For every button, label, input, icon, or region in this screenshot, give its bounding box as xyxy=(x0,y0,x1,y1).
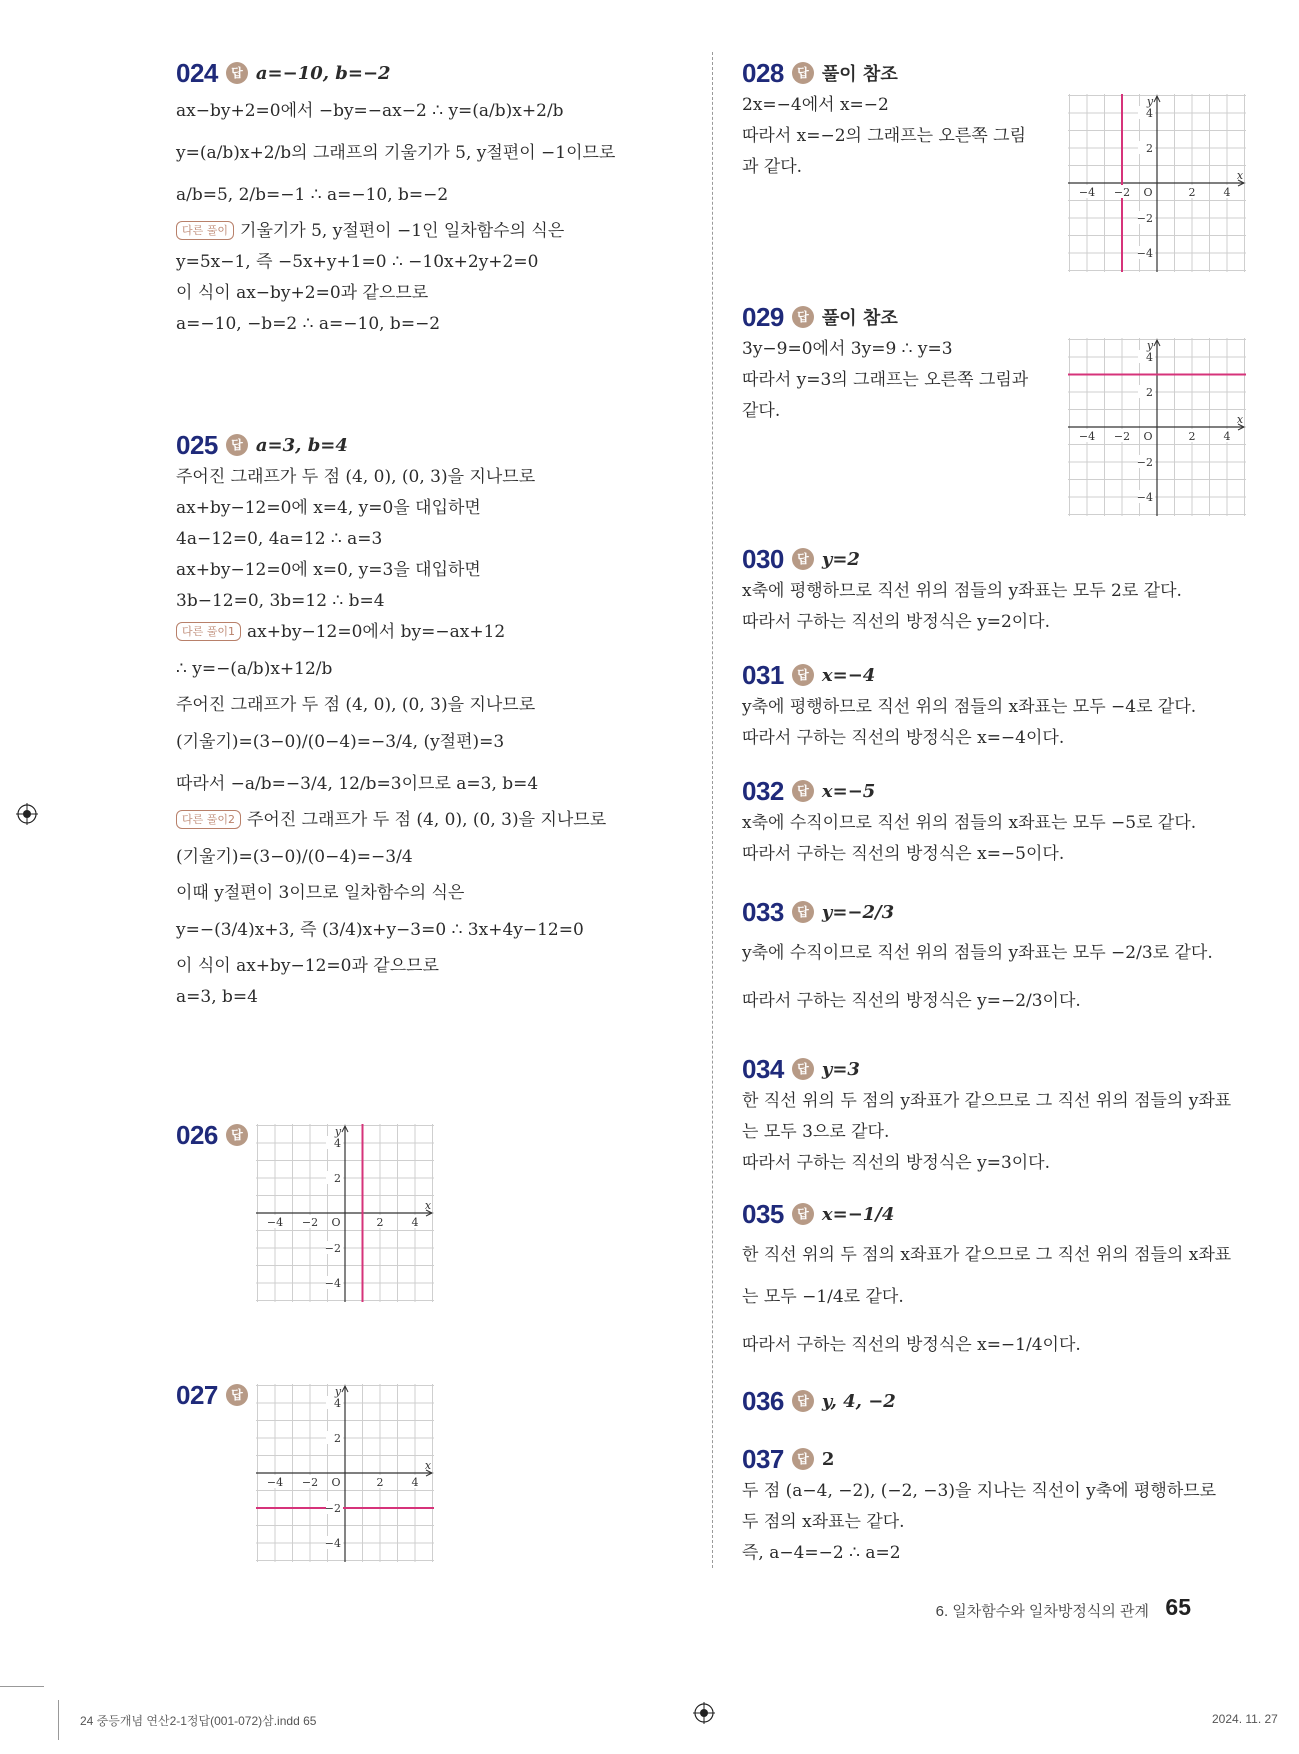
problem-header xyxy=(742,300,1042,334)
problem-number: 037 xyxy=(742,1443,784,1474)
solution-line: 는 모두 −1/4로 같다. xyxy=(742,1287,904,1307)
solution-line: y=(a/b)x+2/b의 그래프의 기울기가 5, y절편이 −1이므로 xyxy=(176,143,616,163)
problem-header xyxy=(742,542,1182,576)
problem-header xyxy=(742,658,1196,692)
solution-line: 이 식이 ax+by−12=0과 같으므로 xyxy=(176,956,439,976)
answer-badge: 답 xyxy=(792,901,814,923)
x-tick-label: 2 xyxy=(376,1476,384,1489)
solution-line: 따라서 x=−2의 그래프는 오른쪽 그림 xyxy=(742,126,1026,146)
x-tick-label: 2 xyxy=(1188,430,1196,443)
solution-line: 따라서 구하는 직선의 방정식은 x=−5이다. xyxy=(742,844,1065,864)
solution-line: 따라서 구하는 직선의 방정식은 y=−2/3이다. xyxy=(742,991,1081,1011)
answer-badge: 답 xyxy=(226,62,248,84)
x-tick-label: 2 xyxy=(1188,186,1196,199)
solution-line: 이 식이 ax−by+2=0과 같으므로 xyxy=(176,283,429,303)
problem-026 xyxy=(176,1118,256,1152)
answer-badge: 답 xyxy=(792,1448,814,1470)
origin-label: O xyxy=(1143,186,1153,199)
answer-text: a=−10, b=−2 xyxy=(255,62,391,84)
solution-line: 한 직선 위의 두 점의 y좌표가 같으므로 그 직선 위의 점들의 y좌표 xyxy=(742,1091,1232,1111)
solution-line: 두 점 (a−4, −2), (−2, −3)을 지나는 직선이 y축에 평행하므로 xyxy=(742,1481,1217,1501)
crop-mark xyxy=(0,1686,44,1687)
answer-badge: 답 xyxy=(226,1384,248,1406)
solution-line: 과 같다. xyxy=(742,157,803,177)
print-date: 2024. 11. 27 xyxy=(1212,1712,1278,1726)
x-tick-label: −2 xyxy=(1113,186,1131,199)
solution-line: a/b=5, 2/b=−1 ∴ a=−10, b=−2 xyxy=(176,185,449,205)
answer-badge: 답 xyxy=(792,1203,814,1225)
y-tick-label: −4 xyxy=(1136,491,1153,504)
solution-line: 3b−12=0, 3b=12 ∴ b=4 xyxy=(176,591,385,611)
y-tick-label: 2 xyxy=(1146,386,1153,399)
origin-label: O xyxy=(1143,430,1153,443)
x-axis-label: x xyxy=(1236,169,1244,182)
coordinate-plane xyxy=(1068,338,1246,516)
solution-line: 따라서 구하는 직선의 방정식은 x=−1/4이다. xyxy=(742,1335,1081,1355)
solution-line: 따라서 −a/b=−3/4, 12/b=3이므로 a=3, b=4 xyxy=(176,774,539,794)
y-tick-label: 4 xyxy=(334,1137,341,1150)
problem-036 xyxy=(742,1384,896,1418)
solution-line: ax−by+2=0에서 −by=−ax−2 ∴ y=(a/b)x+2/b xyxy=(176,101,564,121)
problem-034 xyxy=(742,1052,1231,1179)
problem-number: 030 xyxy=(742,543,784,574)
solution-line: ax+by−12=0에 x=0, y=3을 대입하면 xyxy=(176,560,481,580)
solution-line: 주어진 그래프가 두 점 (4, 0), (0, 3)을 지나므로 xyxy=(176,695,536,715)
problem-024 xyxy=(176,56,615,340)
problem-header xyxy=(176,56,615,90)
solution-line: a=−10, −b=2 ∴ a=−10, b=−2 xyxy=(176,314,441,334)
solution-line: 두 점의 x좌표는 같다. xyxy=(742,1512,905,1532)
y-tick-label: −2 xyxy=(1136,456,1153,469)
answer-badge: 답 xyxy=(792,1390,814,1412)
registration-mark-icon xyxy=(16,803,38,825)
coordinate-plane xyxy=(1068,94,1246,272)
x-tick-label: 2 xyxy=(376,1216,384,1229)
y-tick-label: −4 xyxy=(1136,247,1153,260)
answer-text: x=−1/4 xyxy=(821,1203,895,1225)
solution-line: 같다. xyxy=(742,401,781,421)
answer-badge: 답 xyxy=(226,434,248,456)
crop-mark xyxy=(58,1700,59,1740)
page-number: 65 xyxy=(1165,1594,1191,1620)
problem-header xyxy=(176,1378,256,1412)
y-tick-label: 2 xyxy=(334,1172,341,1185)
solution-line: 2x=−4에서 x=−2 xyxy=(742,95,889,115)
coordinate-plane xyxy=(256,1124,434,1302)
solution-line: 이때 y절편이 3이므로 일차함수의 식은 xyxy=(176,883,465,903)
answer-badge: 답 xyxy=(792,1058,814,1080)
solution-line: y축에 수직이므로 직선 위의 점들의 y좌표는 모두 −2/3로 같다. xyxy=(742,943,1213,963)
problem-032 xyxy=(742,774,1196,870)
problem-header xyxy=(742,1052,1231,1086)
problem-028 xyxy=(742,56,1042,183)
problem-header xyxy=(742,892,1213,932)
problem-header xyxy=(742,1442,1216,1476)
alt-solution-tag-2: 다른 풀이2 xyxy=(176,810,241,829)
y-tick-label: 4 xyxy=(1146,351,1153,364)
x-tick-label: −4 xyxy=(266,1216,284,1229)
origin-label: O xyxy=(331,1476,341,1489)
problem-number: 026 xyxy=(176,1119,218,1150)
problem-header xyxy=(742,1384,896,1418)
problem-025 xyxy=(176,428,606,1013)
x-tick-label: −4 xyxy=(266,1476,284,1489)
solution-line: 주어진 그래프가 두 점 (4, 0), (0, 3)을 지나므로 xyxy=(176,467,536,487)
problem-header xyxy=(742,1194,1231,1234)
chapter-title: 6. 일차함수와 일차방정식의 관계 xyxy=(935,1603,1149,1620)
graph-029 xyxy=(1068,338,1246,516)
solution-line: 즉, a−4=−2 ∴ a=2 xyxy=(742,1543,901,1563)
solution-line: 따라서 구하는 직선의 방정식은 x=−4이다. xyxy=(742,728,1065,748)
solution-line: (기울기)=(3−0)/(0−4)=−3/4 xyxy=(176,847,413,867)
y-tick-label: −2 xyxy=(1136,212,1153,225)
y-tick-label: 2 xyxy=(334,1432,341,1445)
answer-text: x=−4 xyxy=(821,664,876,686)
x-tick-label: −4 xyxy=(1078,430,1096,443)
problem-header xyxy=(176,428,606,462)
solution-line: 따라서 구하는 직선의 방정식은 y=2이다. xyxy=(742,612,1051,632)
answer-text: y=3 xyxy=(821,1058,860,1080)
alt-solution-tag-1: 다른 풀이1 xyxy=(176,622,241,641)
y-tick-label: 4 xyxy=(334,1397,341,1410)
problem-027 xyxy=(176,1378,256,1412)
problem-number: 025 xyxy=(176,429,218,460)
answer-text: 풀이 참조 xyxy=(821,308,898,329)
y-axis-label: y xyxy=(334,1125,342,1138)
problem-header xyxy=(742,56,1042,90)
x-tick-label: 4 xyxy=(411,1216,419,1229)
answer-badge: 답 xyxy=(792,548,814,570)
problem-number: 033 xyxy=(742,896,784,927)
x-axis-label: x xyxy=(424,1199,432,1212)
y-tick-label: −4 xyxy=(324,1537,341,1550)
problem-number: 024 xyxy=(176,57,218,88)
y-tick-label: −4 xyxy=(324,1277,341,1290)
problem-number: 032 xyxy=(742,775,784,806)
problem-header xyxy=(742,774,1196,808)
solution-line: (기울기)=(3−0)/(0−4)=−3/4, (y절편)=3 xyxy=(176,732,505,752)
y-axis-label: y xyxy=(1146,95,1154,108)
problem-number: 028 xyxy=(742,57,784,88)
x-tick-label: −4 xyxy=(1078,186,1096,199)
y-tick-label: 4 xyxy=(1146,107,1153,120)
origin-label: O xyxy=(331,1216,341,1229)
answer-text: x=−5 xyxy=(821,780,876,802)
x-tick-label: −2 xyxy=(1113,430,1131,443)
alt-solution-tag: 다른 풀이 xyxy=(176,221,234,240)
problem-number: 029 xyxy=(742,301,784,332)
problem-035 xyxy=(742,1194,1231,1366)
problem-number: 036 xyxy=(742,1385,784,1416)
problem-031 xyxy=(742,658,1196,754)
solution-line: ∴ y=−(a/b)x+12/b xyxy=(176,659,333,679)
solution-line: 따라서 y=3의 그래프는 오른쪽 그림과 xyxy=(742,370,1029,390)
solution-line: ax+by−12=0에 x=4, y=0을 대입하면 xyxy=(176,498,481,518)
x-tick-label: 4 xyxy=(411,1476,419,1489)
graph-027 xyxy=(256,1384,434,1562)
x-axis-label: x xyxy=(424,1459,432,1472)
print-file-name: 24 중등개념 연산2-1정답(001-072)삼.indd 65 xyxy=(80,1714,317,1728)
y-tick-label: −2 xyxy=(324,1502,341,1515)
answer-text: y, 4, −2 xyxy=(821,1390,896,1412)
solution-line: x축에 평행하므로 직선 위의 점들의 y좌표는 모두 2로 같다. xyxy=(742,581,1182,601)
answer-text: a=3, b=4 xyxy=(255,434,348,456)
solution-line: y축에 평행하므로 직선 위의 점들의 x좌표는 모두 −4로 같다. xyxy=(742,697,1197,717)
problem-030 xyxy=(742,542,1182,638)
problem-037 xyxy=(742,1442,1216,1569)
solution-line: a=3, b=4 xyxy=(176,987,258,1007)
solution-line: 한 직선 위의 두 점의 x좌표가 같으므로 그 직선 위의 점들의 x좌표 xyxy=(742,1245,1232,1265)
problem-number: 031 xyxy=(742,659,784,690)
solution-line: ax+by−12=0에서 by=−ax+12 xyxy=(247,622,506,642)
problem-number: 035 xyxy=(742,1198,784,1229)
answer-badge: 답 xyxy=(792,664,814,686)
answer-text: y=−2/3 xyxy=(821,901,895,923)
solution-line: 주어진 그래프가 두 점 (4, 0), (0, 3)을 지나므로 xyxy=(247,810,607,830)
graph-026 xyxy=(256,1124,434,1302)
problem-029 xyxy=(742,300,1042,427)
y-tick-label: 2 xyxy=(1146,142,1153,155)
answer-badge: 답 xyxy=(226,1124,248,1146)
solution-line: y=5x−1, 즉 −5x+y+1=0 ∴ −10x+2y+2=0 xyxy=(176,252,539,272)
solution-line: 기울기가 5, y절편이 −1인 일차함수의 식은 xyxy=(240,221,565,241)
problem-number: 034 xyxy=(742,1053,784,1084)
answer-text: 풀이 참조 xyxy=(821,64,898,85)
problem-header xyxy=(176,1118,256,1152)
problem-number: 027 xyxy=(176,1379,218,1410)
x-tick-label: 4 xyxy=(1223,186,1231,199)
answer-text: 2 xyxy=(821,1448,835,1470)
answer-badge: 답 xyxy=(792,306,814,328)
answer-text: y=2 xyxy=(821,548,860,570)
y-tick-label: −2 xyxy=(324,1242,341,1255)
solution-line: y=−(3/4)x+3, 즉 (3/4)x+y−3=0 ∴ 3x+4y−12=0 xyxy=(176,920,584,940)
graph-028 xyxy=(1068,94,1246,272)
x-axis-label: x xyxy=(1236,413,1244,426)
y-axis-label: y xyxy=(1146,339,1154,352)
x-tick-label: −2 xyxy=(301,1216,319,1229)
problem-033 xyxy=(742,892,1213,1022)
solution-line: 는 모두 3으로 같다. xyxy=(742,1122,890,1142)
y-axis-label: y xyxy=(334,1385,342,1398)
solution-line: x축에 수직이므로 직선 위의 점들의 x좌표는 모두 −5로 같다. xyxy=(742,813,1197,833)
column-divider xyxy=(712,52,713,1568)
solution-line: 4a−12=0, 4a=12 ∴ a=3 xyxy=(176,529,383,549)
registration-mark-icon xyxy=(693,1702,715,1724)
x-tick-label: −2 xyxy=(301,1476,319,1489)
x-tick-label: 4 xyxy=(1223,430,1231,443)
solution-line: 3y−9=0에서 3y=9 ∴ y=3 xyxy=(742,339,953,359)
answer-badge: 답 xyxy=(792,62,814,84)
coordinate-plane xyxy=(256,1384,434,1562)
answer-badge: 답 xyxy=(792,780,814,802)
solution-line: 따라서 구하는 직선의 방정식은 y=3이다. xyxy=(742,1153,1051,1173)
